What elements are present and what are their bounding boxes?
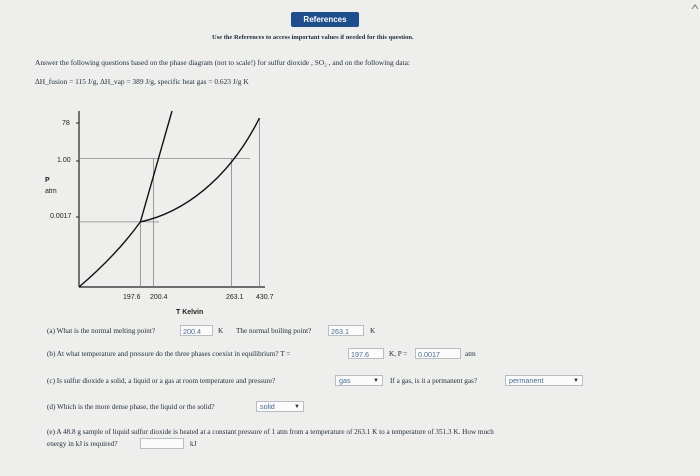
x-tick-4: 430.7 [256,294,274,301]
chevron-down-icon: ▼ [573,378,579,384]
unit-k-p-label: K, P = [389,350,408,358]
question-c2-text: If a gas, is it a permanent gas? [390,377,478,385]
triple-point-t-input[interactable]: 197.6 [348,348,384,359]
energy-input[interactable] [140,438,184,449]
sublimation-curve [79,222,140,287]
x-tick-1: 197.6 [123,294,141,301]
y-tick-low: 0.0017 [50,213,72,220]
vaporization-curve [140,118,259,222]
chevron-down-icon: ▼ [294,404,300,410]
denser-phase-select[interactable] [256,401,304,412]
question-intro: Answer the following questions based on the phase diagram (not to scale!) for sulfur dioxide , SO₂ , and on the following data: [35,58,410,67]
references-button[interactable]: References [291,12,359,27]
question-a2-text: The normal boiling point? [236,327,312,335]
melting-point-input[interactable]: 200.4 [180,325,213,336]
scroll-up-icon[interactable] [690,0,700,14]
unit-kj: kJ [190,440,197,448]
unit-k: K [218,327,224,335]
given-data: ΔH_fusion = 115 J/g, ΔH_vap = 389 J/g, specific heat gas = 0.623 J/g K [35,77,249,86]
y-tick-top: 78 [62,120,70,127]
x-tick-3: 263.1 [226,294,244,301]
x-tick-2: 200.4 [150,294,168,301]
y-axis-label-p: P [45,177,50,184]
phase-select[interactable] [335,375,383,386]
boiling-point-input[interactable]: 263.1 [328,325,364,336]
question-a-text: (a) What is the normal melting point? [47,327,156,335]
chevron-down-icon: ▼ [373,378,379,384]
y-axis-label-unit: atm [45,188,57,195]
x-axis-label: T Kelvin [176,309,204,316]
denser-phase-select-value: solid [260,402,275,411]
question-e-text: (e) A 48.8 g sample of liquid sulfur dioxide is heated at a constant pressure of 1 atm from a temperature of 263.1 K to a temperature of 351.3 K. How much [47,428,494,436]
permanent-gas-select-value: permanent [509,376,544,385]
unit-atm: atm [465,350,476,358]
phase-select-value: gas [339,376,351,385]
permanent-gas-select[interactable] [505,375,583,386]
triple-point-p-input[interactable]: 0.0017 [415,348,461,359]
y-tick-mid: 1.00 [57,157,71,164]
unit-k: K [370,327,376,335]
references-note: Use the References to access important values if needed for this question. [212,34,414,41]
question-e-text-2: energy in kJ is required? [47,440,118,448]
question-d-text: (d) Which is the more dense phase, the liquid or the solid? [47,403,215,411]
fusion-curve [140,111,172,222]
question-b-text: (b) At what temperature and pressure do the three phases coexist in equilibrium? T = [47,350,291,358]
question-c-text: (c) Is sulfur dioxide a solid, a liquid or a gas at room temperature and pressure? [47,377,276,385]
